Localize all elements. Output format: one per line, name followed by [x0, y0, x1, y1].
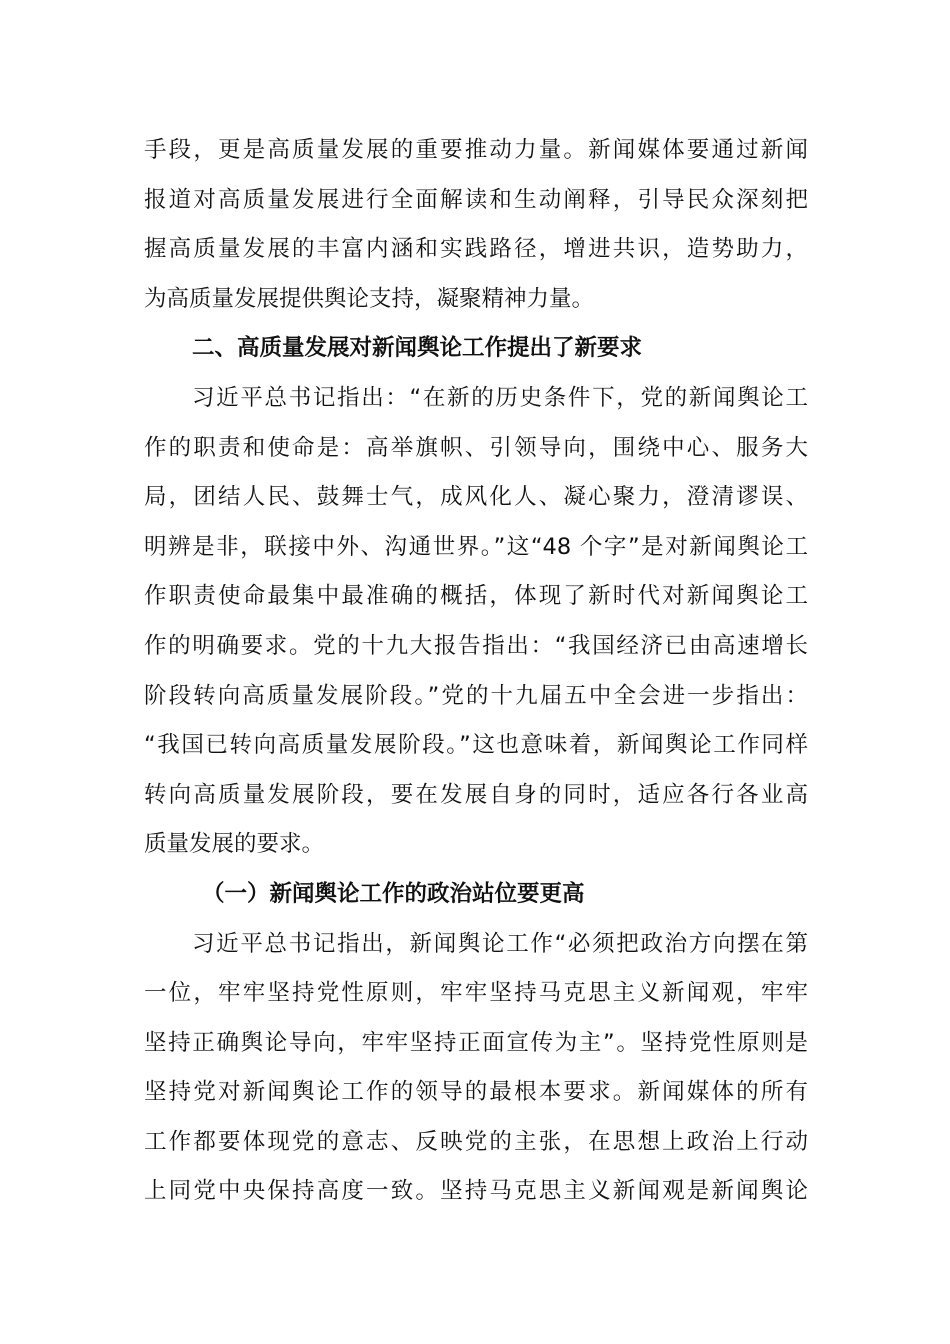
- paragraph-1: [144, 126, 808, 324]
- text-line: “我国已转向高质量发展阶段。”这也意味着，新闻舆论工作同样: [144, 732, 808, 759]
- text-line: 阶段转向高质量发展阶段。”党的十九届五中全会进一步指出：: [144, 682, 808, 709]
- text-line: 坚持党对新闻舆论工作的领导的最根本要求。新闻媒体的所有: [144, 1079, 808, 1106]
- text-line: 作职责使命最集中最准确的概括，体现了新时代对新闻舆论工: [144, 583, 808, 610]
- text-line: 一位，牢牢坚持党性原则，牢牢坚持马克思主义新闻观，牢牢: [144, 980, 808, 1007]
- text-line: 工作都要体现党的意志、反映党的主张，在思想上政治上行动: [144, 1128, 808, 1155]
- text-line: 握高质量发展的丰富内涵和实践路径，增进共识，造势助力，: [144, 236, 808, 263]
- paragraph-2: [144, 374, 808, 870]
- paragraph-3: [144, 920, 808, 1218]
- text-line: 为高质量发展提供舆论支持，凝聚精神力量。: [144, 285, 595, 312]
- text-line: 作的明确要求。党的十九大报告指出：“我国经济已由高速增长: [144, 632, 808, 659]
- text-line: 上同党中央保持高度一致。坚持马克思主义新闻观是新闻舆论: [144, 1178, 808, 1205]
- text-line: 报道对高质量发展进行全面解读和生动阐释，引导民众深刻把: [144, 186, 808, 213]
- text-line: 作的职责和使命是：高举旗帜、引领导向，围绕中心、服务大: [144, 434, 808, 461]
- text-line: 习近平总书记指出：“在新的历史条件下，党的新闻舆论工: [192, 384, 808, 411]
- subsection-heading: （一）新闻舆论工作的政治站位要更高: [202, 880, 585, 907]
- text-line: 转向高质量发展阶段，要在发展自身的同时，适应各行各业高: [144, 781, 808, 808]
- text-line: 局，团结人民、鼓舞士气，成风化人、凝心聚力，澄清谬误、: [144, 484, 808, 511]
- text-line: 坚持正确舆论导向，牢牢坚持正面宣传为主”。坚持党性原则是: [144, 1029, 808, 1056]
- document-body: [144, 126, 808, 1217]
- section-heading: 二、高质量发展对新闻舆论工作提出了新要求: [192, 335, 643, 362]
- text-line: 质量发展的要求。: [144, 831, 325, 858]
- text-line: 明辨是非，联接中外、沟通世界。”这“48 个字”是对新闻舆论工: [144, 533, 808, 560]
- text-line: 习近平总书记指出，新闻舆论工作“必须把政治方向摆在第: [192, 930, 808, 957]
- text-line: 手段，更是高质量发展的重要推动力量。新闻媒体要通过新闻: [144, 137, 808, 163]
